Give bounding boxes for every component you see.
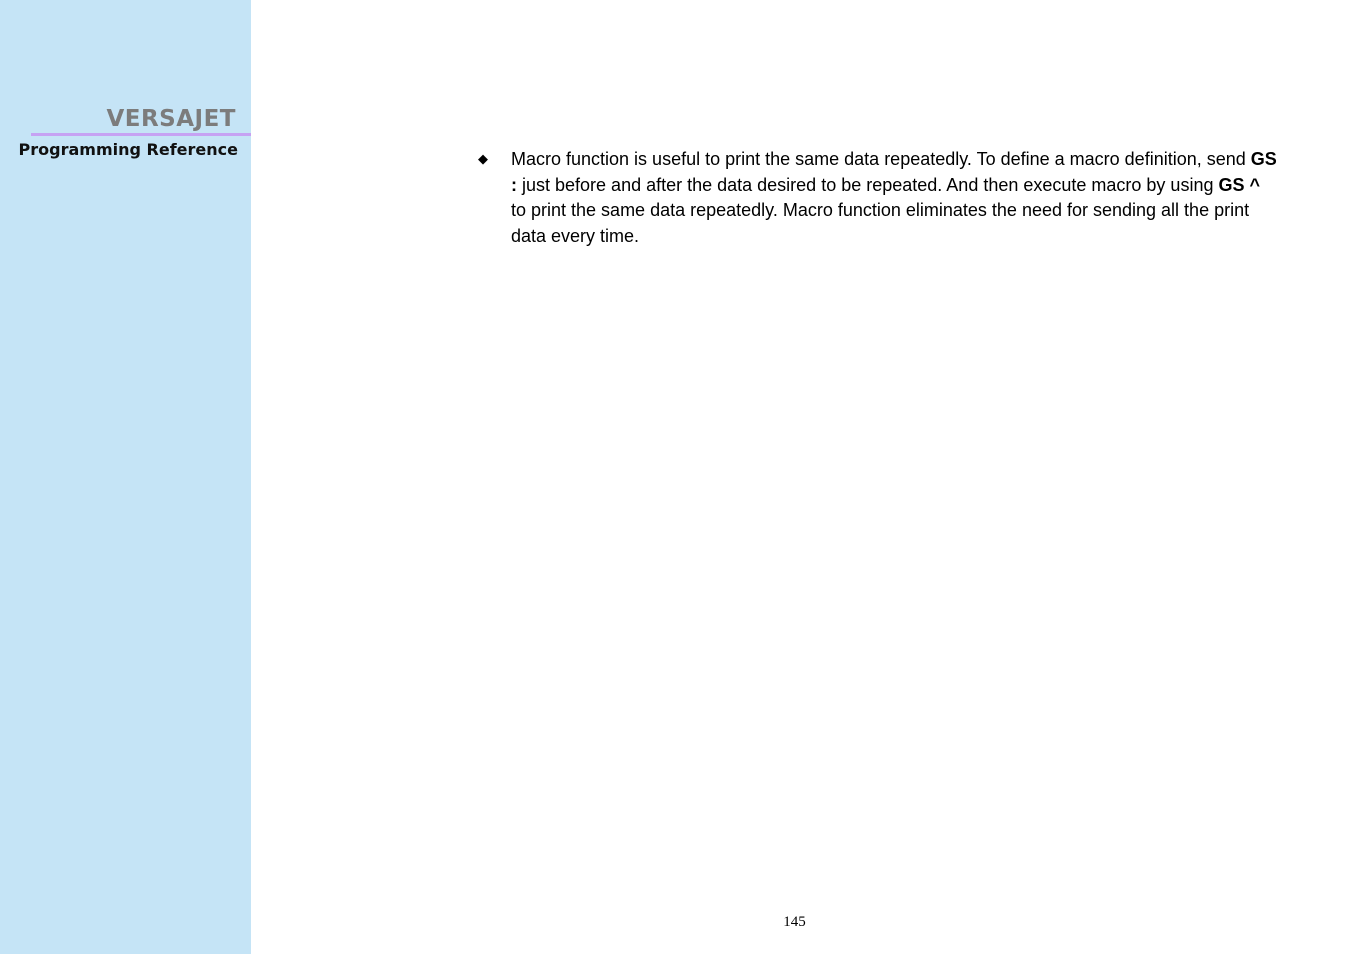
brand-title: VERSAJET: [106, 106, 236, 132]
diamond-bullet-icon: ◆: [478, 152, 488, 167]
sidebar: [0, 0, 251, 954]
paragraph-part-1: Macro function is useful to print the same data repeatedly. To define a macro definition, send: [511, 149, 1251, 169]
paragraph-text: [511, 149, 1277, 246]
bullet-paragraph: [478, 147, 1278, 249]
document-subtitle: Programming Reference: [18, 140, 238, 159]
paragraph-part-3: to print the same data repeatedly. Macro function eliminates the need for sending all the print data every time.: [511, 200, 1250, 246]
paragraph-part-2: just before and after the data desired to be repeated. And then execute macro by using: [517, 174, 1219, 195]
page-number: 145: [783, 914, 806, 930]
command-gs-caret: GS ^: [1218, 174, 1260, 195]
main-content: [478, 147, 1278, 249]
command-gs-colon: GS :: [511, 149, 1277, 195]
brand-divider: [31, 133, 251, 136]
